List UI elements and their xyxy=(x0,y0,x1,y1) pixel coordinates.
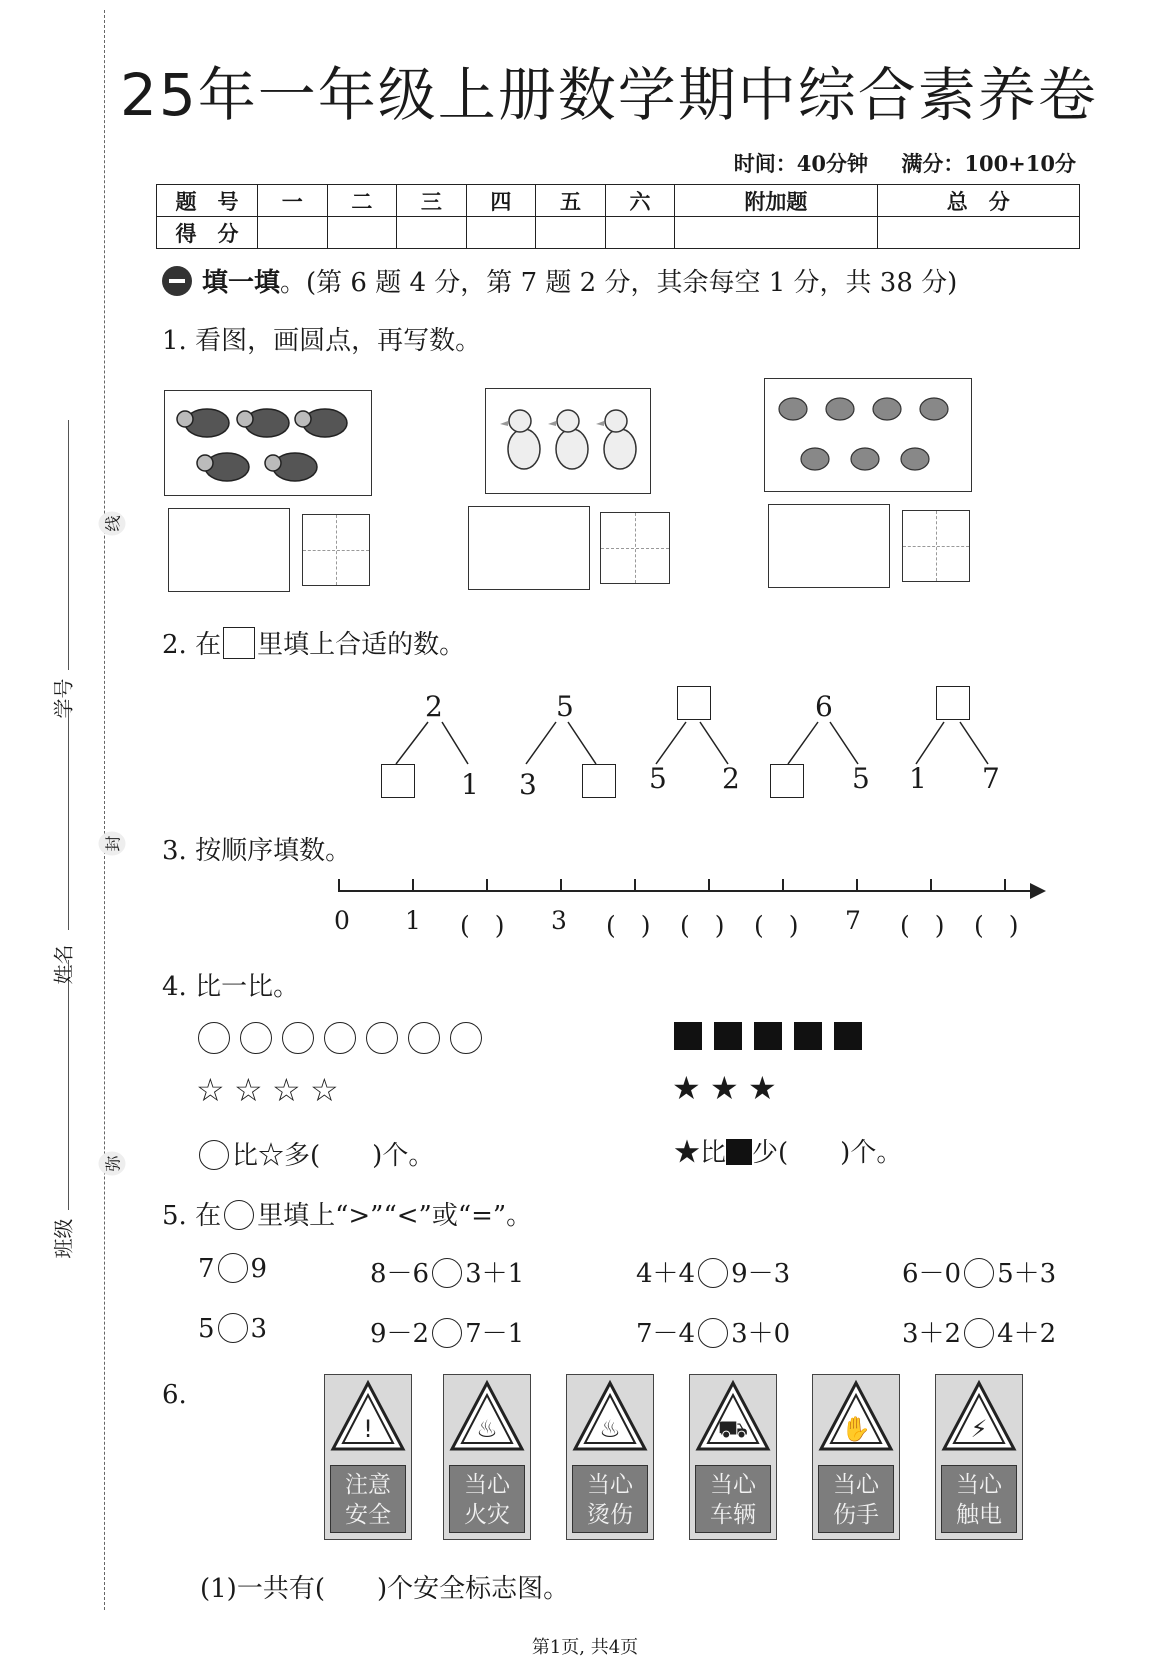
header-cell: 题 号 xyxy=(157,185,258,217)
question-1: 1. 看图，画圆点，再写数。 xyxy=(162,326,482,356)
star-filled-icon: ★ xyxy=(748,1069,777,1107)
safety-sign-label xyxy=(941,1465,1017,1533)
expr-left: 7 xyxy=(198,1254,215,1284)
circle-icon xyxy=(199,1140,229,1170)
circle-icon xyxy=(282,1022,314,1054)
header-cell: 总 分 xyxy=(877,185,1079,217)
compare-circle-blank[interactable] xyxy=(218,1313,248,1343)
compare-right xyxy=(674,1132,902,1169)
question-5-pre: 5. 在 xyxy=(162,1201,222,1231)
header-cell: 五 xyxy=(536,185,606,217)
number-line-tick xyxy=(708,879,710,891)
star-filled-icon: ★ xyxy=(672,1069,701,1107)
margin-line-char: 线 xyxy=(99,511,126,535)
svg-text:!: ! xyxy=(363,1415,373,1443)
number-line-tick xyxy=(412,879,414,891)
expr-left: 7－4 xyxy=(636,1319,696,1349)
compare-expression xyxy=(370,1253,524,1290)
bond-right: 1 xyxy=(461,768,479,801)
sign-label-line: 当心 xyxy=(587,1472,633,1498)
sign-label-line: 触电 xyxy=(956,1502,1002,1528)
safety-sign-label xyxy=(330,1465,406,1533)
black-square-icon xyxy=(834,1022,862,1050)
question-4: 4. 比一比。 xyxy=(162,972,300,1002)
star-outline-icon: ☆ xyxy=(310,1071,339,1109)
expr-right: 5＋3 xyxy=(997,1259,1057,1289)
compare-circle-blank[interactable] xyxy=(698,1318,728,1348)
number-line-label[interactable]: ( ) xyxy=(606,911,651,940)
page-title: 25年一年级上册数学期中综合素养卷 xyxy=(120,61,1098,129)
safety-sign xyxy=(566,1374,654,1540)
black-square-icon xyxy=(674,1022,702,1050)
compare-blank-text: 多( )个。 xyxy=(284,1141,435,1171)
number-line-label[interactable]: ( ) xyxy=(460,911,505,940)
number-line-label: 7 xyxy=(845,906,861,935)
circle-icon xyxy=(224,1200,254,1230)
bond-top: 2 xyxy=(425,690,443,723)
black-square-icon xyxy=(794,1022,822,1050)
sign-label-line: 当心 xyxy=(464,1472,510,1498)
expr-left: 9－2 xyxy=(370,1319,430,1349)
score-row-label: 得 分 xyxy=(157,217,258,249)
expr-right: 4＋2 xyxy=(997,1319,1057,1349)
number-line-label[interactable]: ( ) xyxy=(974,911,1019,940)
black-square-icon xyxy=(754,1022,782,1050)
safety-sign xyxy=(324,1374,412,1540)
number-line-tick xyxy=(560,879,562,891)
sign-label-line: 车辆 xyxy=(710,1502,756,1528)
section-1-note: 。(第 6 题 4 分，第 7 题 2 分，其余每空 1 分，共 38 分) xyxy=(280,268,958,298)
compare-circle-blank[interactable] xyxy=(964,1318,994,1348)
bond-right: 2 xyxy=(722,762,740,795)
safety-sign-label xyxy=(695,1465,771,1533)
compare-circle-blank[interactable] xyxy=(432,1258,462,1288)
exam-time: 时间：40分钟 xyxy=(733,151,869,176)
svg-text:♨: ♨ xyxy=(476,1415,498,1443)
circle-icon xyxy=(366,1022,398,1054)
compare-expression xyxy=(902,1253,1056,1290)
svg-text:✋: ✋ xyxy=(841,1415,871,1443)
compare-expression xyxy=(198,1313,267,1344)
expr-right: 9－3 xyxy=(731,1259,791,1289)
circle-icon xyxy=(408,1022,440,1054)
number-line-tick xyxy=(486,879,488,891)
compare-circle-blank[interactable] xyxy=(964,1258,994,1288)
number-line-label[interactable]: ( ) xyxy=(754,911,799,940)
expr-right: 9 xyxy=(250,1254,268,1284)
expr-left: 3＋2 xyxy=(902,1319,962,1349)
question-6: 6. xyxy=(162,1380,187,1410)
expr-right: 7－1 xyxy=(465,1319,525,1349)
question-5-post: 里填上“>”“<”或“=”。 xyxy=(257,1201,533,1231)
safety-sign xyxy=(443,1374,531,1540)
compare-left xyxy=(196,1135,434,1172)
svg-text:♨: ♨ xyxy=(599,1415,621,1443)
star-filled-icon: ★ xyxy=(674,1138,701,1168)
bond-blank[interactable] xyxy=(936,686,970,720)
circle-icon xyxy=(240,1022,272,1054)
compare-circle-blank[interactable] xyxy=(432,1318,462,1348)
compare-expression xyxy=(198,1253,267,1284)
safety-sign-label xyxy=(572,1465,648,1533)
exam-full-score: 满分：100+10分 xyxy=(901,151,1076,176)
star-outline-icon: ☆ xyxy=(272,1071,301,1109)
student-name-label: 姓名 xyxy=(51,944,76,985)
bond-left: 5 xyxy=(649,762,667,795)
number-line-tick xyxy=(634,879,636,891)
safety-sign xyxy=(812,1374,900,1540)
question-3: 3. 按顺序填数。 xyxy=(162,836,352,866)
class-label: 班级 xyxy=(51,1218,76,1259)
arrow-right-icon xyxy=(1030,883,1046,899)
number-line-label[interactable]: ( ) xyxy=(900,911,945,940)
star-outline-icon: ☆ xyxy=(196,1071,225,1109)
fire-icon xyxy=(448,1379,526,1453)
question-6-sub1: (1)一共有( )个安全标志图。 xyxy=(200,1574,570,1604)
bond-left: 1 xyxy=(909,762,927,795)
circle-icon xyxy=(198,1022,230,1054)
number-line-axis xyxy=(338,890,1042,892)
bond-top: 6 xyxy=(815,690,833,723)
sign-label-line: 烫伤 xyxy=(587,1502,633,1528)
margin-seal-char: 封 xyxy=(99,831,126,855)
header-cell: 附加题 xyxy=(675,185,877,217)
hand-icon xyxy=(817,1379,895,1453)
bond-blank[interactable] xyxy=(582,764,616,798)
sign-label-line: 安全 xyxy=(345,1502,391,1528)
header-cell: 一 xyxy=(258,185,328,217)
black-square-icon xyxy=(714,1022,742,1050)
bond-right: 7 xyxy=(982,762,1000,795)
star-filled-icon: ★ xyxy=(710,1069,739,1107)
safety-sign xyxy=(935,1374,1023,1540)
header-cell: 六 xyxy=(605,185,675,217)
lightning-icon xyxy=(940,1379,1018,1453)
compare-word: 比 xyxy=(232,1141,259,1171)
sign-label-line: 火灾 xyxy=(464,1502,510,1528)
header-cell: 四 xyxy=(466,185,536,217)
number-line-tick xyxy=(338,879,340,891)
car-icon xyxy=(694,1379,772,1453)
header-cell: 二 xyxy=(327,185,397,217)
expr-left: 6－0 xyxy=(902,1259,962,1289)
header-cell: 三 xyxy=(397,185,467,217)
black-square-icon xyxy=(726,1139,752,1165)
star-outline-icon: ☆ xyxy=(234,1071,263,1109)
sign-label-line: 当心 xyxy=(710,1472,756,1498)
compare-blank-text: 少( )个。 xyxy=(752,1138,903,1168)
bond-blank[interactable] xyxy=(381,764,415,798)
steam-icon xyxy=(571,1379,649,1453)
question-2-pre: 2. 在 xyxy=(162,630,222,660)
expr-right: 3 xyxy=(250,1314,268,1344)
bond-blank[interactable] xyxy=(677,686,711,720)
compare-expression xyxy=(902,1313,1056,1350)
expr-right: 3＋1 xyxy=(465,1259,525,1289)
question-5 xyxy=(162,1195,532,1232)
compare-expression xyxy=(636,1253,790,1290)
compare-circle-blank[interactable] xyxy=(698,1258,728,1288)
bond-right: 5 xyxy=(852,762,870,795)
circle-icon xyxy=(450,1022,482,1054)
exclamation-icon xyxy=(329,1379,407,1453)
number-line-label: 3 xyxy=(551,906,567,935)
safety-sign xyxy=(689,1374,777,1540)
safety-sign-label xyxy=(818,1465,894,1533)
question-2-post: 里填上合适的数。 xyxy=(257,630,466,660)
number-line-tick xyxy=(930,879,932,891)
number-line-label[interactable]: ( ) xyxy=(680,911,725,940)
number-line-tick xyxy=(782,879,784,891)
sign-label-line: 当心 xyxy=(833,1472,879,1498)
sign-label-line: 注意 xyxy=(345,1472,391,1498)
bond-top: 5 xyxy=(556,690,574,723)
svg-text:⛟: ⛟ xyxy=(717,1415,749,1443)
compare-expression xyxy=(636,1313,790,1350)
expr-right: 3＋0 xyxy=(731,1319,791,1349)
number-line-tick xyxy=(856,879,858,891)
expr-left: 5 xyxy=(198,1314,215,1344)
margin-secret-char: 弥 xyxy=(99,1151,126,1175)
page-footer: 第1页, 共4页 xyxy=(531,1637,639,1658)
sign-label-line: 当心 xyxy=(956,1472,1002,1498)
svg-text:⚡: ⚡ xyxy=(970,1415,988,1443)
sign-label-line: 伤手 xyxy=(833,1502,879,1528)
bond-left: 3 xyxy=(519,768,537,801)
bond-blank[interactable] xyxy=(770,764,804,798)
compare-circle-blank[interactable] xyxy=(218,1253,248,1283)
student-id-label: 学号 xyxy=(51,678,76,719)
expr-left: 8－6 xyxy=(370,1259,430,1289)
number-line-label: 1 xyxy=(405,906,421,935)
expr-left: 4＋4 xyxy=(636,1259,696,1289)
compare-word: 比 xyxy=(700,1138,727,1168)
section-1-title: 填一填 xyxy=(202,268,281,298)
circle-icon xyxy=(324,1022,356,1054)
number-line-label: 0 xyxy=(334,906,350,935)
compare-expression xyxy=(370,1313,524,1350)
star-outline-icon: ☆ xyxy=(258,1141,285,1171)
number-line-tick xyxy=(1004,879,1006,891)
safety-sign-label xyxy=(449,1465,525,1533)
